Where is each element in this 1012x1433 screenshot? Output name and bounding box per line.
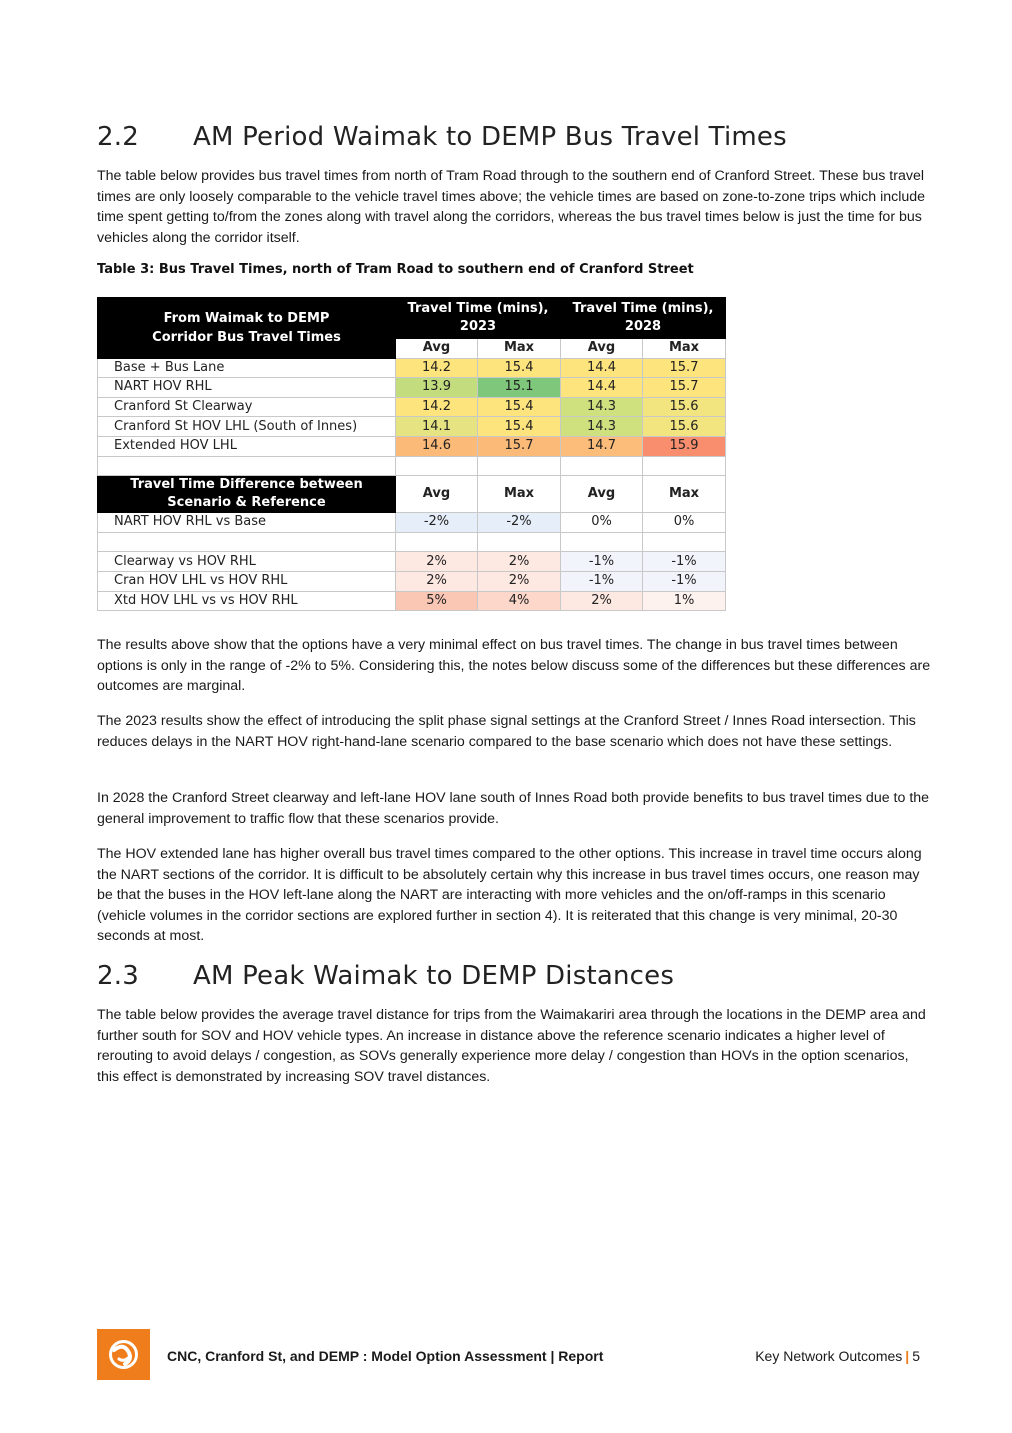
footer-separator: | (905, 1348, 910, 1364)
table-cell: 14.7 (561, 436, 643, 456)
table-cell: -2% (396, 513, 478, 533)
section-heading-2-2 (97, 122, 787, 152)
table-cell: 2% (561, 591, 643, 611)
footer-section: Key Network Outcomes (755, 1348, 903, 1364)
table-cell: 2% (478, 552, 561, 572)
table-cell: 2% (396, 552, 478, 572)
table-row (98, 513, 726, 533)
table-cell: 2% (396, 571, 478, 591)
row-label: Cranford St HOV LHL (South of Innes) (98, 417, 396, 437)
table-cell: 15.9 (643, 436, 726, 456)
table-cell: 14.3 (561, 397, 643, 417)
table-cell: 0% (561, 513, 643, 533)
table-cell: 15.7 (478, 436, 561, 456)
table-cell: 15.6 (643, 417, 726, 437)
header-2028: Travel Time (mins), 2028 (561, 298, 726, 339)
table-cell: 1% (643, 591, 726, 611)
table-row (98, 552, 726, 572)
table-cell: 15.4 (478, 358, 561, 378)
table-row (98, 591, 726, 611)
table-row (98, 436, 726, 456)
spacer-row (98, 456, 726, 476)
table-row (98, 417, 726, 437)
diff-col-max-2023: Max (478, 476, 561, 513)
header-2023: Travel Time (mins), 2023 (396, 298, 561, 339)
intro-paragraph: The table below provides bus travel times from north of Tram Road through to the southern end of Cranford Street. These bus travel times are only loosely comparable to the vehicle travel times above; the vehicle times are based on zone-to-zone trips which include time spent getting to/from the zones along with travel along the corridors, whereas the bus travel times below is just the time for bus vehicles along the corridor itself. (97, 168, 926, 246)
spacer-row (98, 532, 726, 552)
table-cell: 14.2 (396, 358, 478, 378)
table-row (98, 571, 726, 591)
table-cell: 14.2 (396, 397, 478, 417)
table-cell: 0% (643, 513, 726, 533)
col-max-2028: Max (643, 339, 726, 359)
table-cell: -1% (561, 552, 643, 572)
table-cell: 15.7 (643, 358, 726, 378)
table-cell: 14.4 (561, 378, 643, 398)
col-avg-2023: Avg (396, 339, 478, 359)
table-corner-header: From Waimak to DEMP Corridor Bus Travel Times (98, 298, 396, 359)
col-max-2023: Max (478, 339, 561, 359)
table-cell: 13.9 (396, 378, 478, 398)
logo-swirl-icon (97, 1329, 150, 1380)
section-title: AM Peak Waimak to DEMP Distances (193, 961, 675, 991)
results-paragraph-1: The results above show that the options have a very minimal effect on bus travel times. The change in bus travel times between options is only in the range of -2% to 5%. Considering this, the notes below discuss some of the differences but these differences are outcomes are marginal. (97, 637, 931, 694)
section-title: AM Period Waimak to DEMP Bus Travel Times (193, 122, 787, 152)
row-label: Base + Bus Lane (98, 358, 396, 378)
table-cell: 15.6 (643, 397, 726, 417)
section-heading-2-3 (97, 961, 674, 991)
row-label: Cran HOV LHL vs HOV RHL (98, 571, 396, 591)
table-cell: -1% (643, 552, 726, 572)
footer-page-info (755, 1348, 920, 1364)
section-number: 2.3 (97, 961, 139, 991)
section-number: 2.2 (97, 122, 139, 152)
table-cell: 14.1 (396, 417, 478, 437)
company-logo (97, 1329, 150, 1380)
table-caption: Table 3: Bus Travel Times, north of Tram Road to southern end of Cranford Street (97, 262, 694, 277)
table-cell: 2% (478, 571, 561, 591)
results-paragraph-2: The 2023 results show the effect of introducing the split phase signal settings at the Cranford Street / Innes Road intersection. This reduces delays in the NART HOV right-hand-lane scenario compared to the base scenario which does not have these settings. (97, 713, 916, 750)
diff-header: Travel Time Difference between Scenario & Reference (98, 476, 396, 513)
table-row (98, 358, 726, 378)
table-cell: 14.6 (396, 436, 478, 456)
diff-col-max-2028: Max (643, 476, 726, 513)
diff-col-avg-2023: Avg (396, 476, 478, 513)
table-cell: 5% (396, 591, 478, 611)
results-paragraph-4: The HOV extended lane has higher overall bus travel times compared to the other options. This increase in travel time occurs along the NART sections of the corridor. It is difficult to be absolutely certain why this increase in bus travel times occurs, one reason may be that the buses in the HOV left-lane along the NART are interacting with more vehicles and the on/off-ramps in this scenario (vehicle volumes in the corridor sections are explored further in section 4). It is reiterated that this change is very minimal, 20-30 seconds at most. (97, 846, 922, 944)
table-cell: 15.4 (478, 417, 561, 437)
bus-travel-times-table (97, 297, 726, 611)
table-cell: 15.1 (478, 378, 561, 398)
row-label: Cranford St Clearway (98, 397, 396, 417)
row-label: NART HOV RHL vs Base (98, 513, 396, 533)
row-label: Extended HOV LHL (98, 436, 396, 456)
page-number: 5 (912, 1348, 920, 1364)
diff-col-avg-2028: Avg (561, 476, 643, 513)
table-cell: -1% (561, 571, 643, 591)
table-cell: 15.7 (643, 378, 726, 398)
results-paragraph-3: In 2028 the Cranford Street clearway and left-lane HOV lane south of Innes Road both provide benefits to bus travel times due to the general improvement to traffic flow that these scenarios provide. (97, 790, 930, 827)
table-cell: 15.4 (478, 397, 561, 417)
distances-paragraph: The table below provides the average travel distance for trips from the Waimakariri area through the locations in the DEMP area and further south for SOV and HOV vehicle types. An increase in distance above the reference scenario indicates a higher level of rerouting to avoid delays / congestion, as SOVs generally experience more delay / congestion than HOVs in the option scenarios, this effect is demonstrated by increasing SOV travel distances. (97, 1007, 926, 1085)
row-label: Clearway vs HOV RHL (98, 552, 396, 572)
row-label: NART HOV RHL (98, 378, 396, 398)
table-row (98, 378, 726, 398)
footer-report-title: CNC, Cranford St, and DEMP : Model Option Assessment | Report (167, 1348, 604, 1364)
table-row (98, 397, 726, 417)
col-avg-2028: Avg (561, 339, 643, 359)
table-cell: 4% (478, 591, 561, 611)
table-cell: 14.3 (561, 417, 643, 437)
table-cell: -1% (643, 571, 726, 591)
table-cell: 14.4 (561, 358, 643, 378)
table-cell: -2% (478, 513, 561, 533)
row-label: Xtd HOV LHL vs vs HOV RHL (98, 591, 396, 611)
